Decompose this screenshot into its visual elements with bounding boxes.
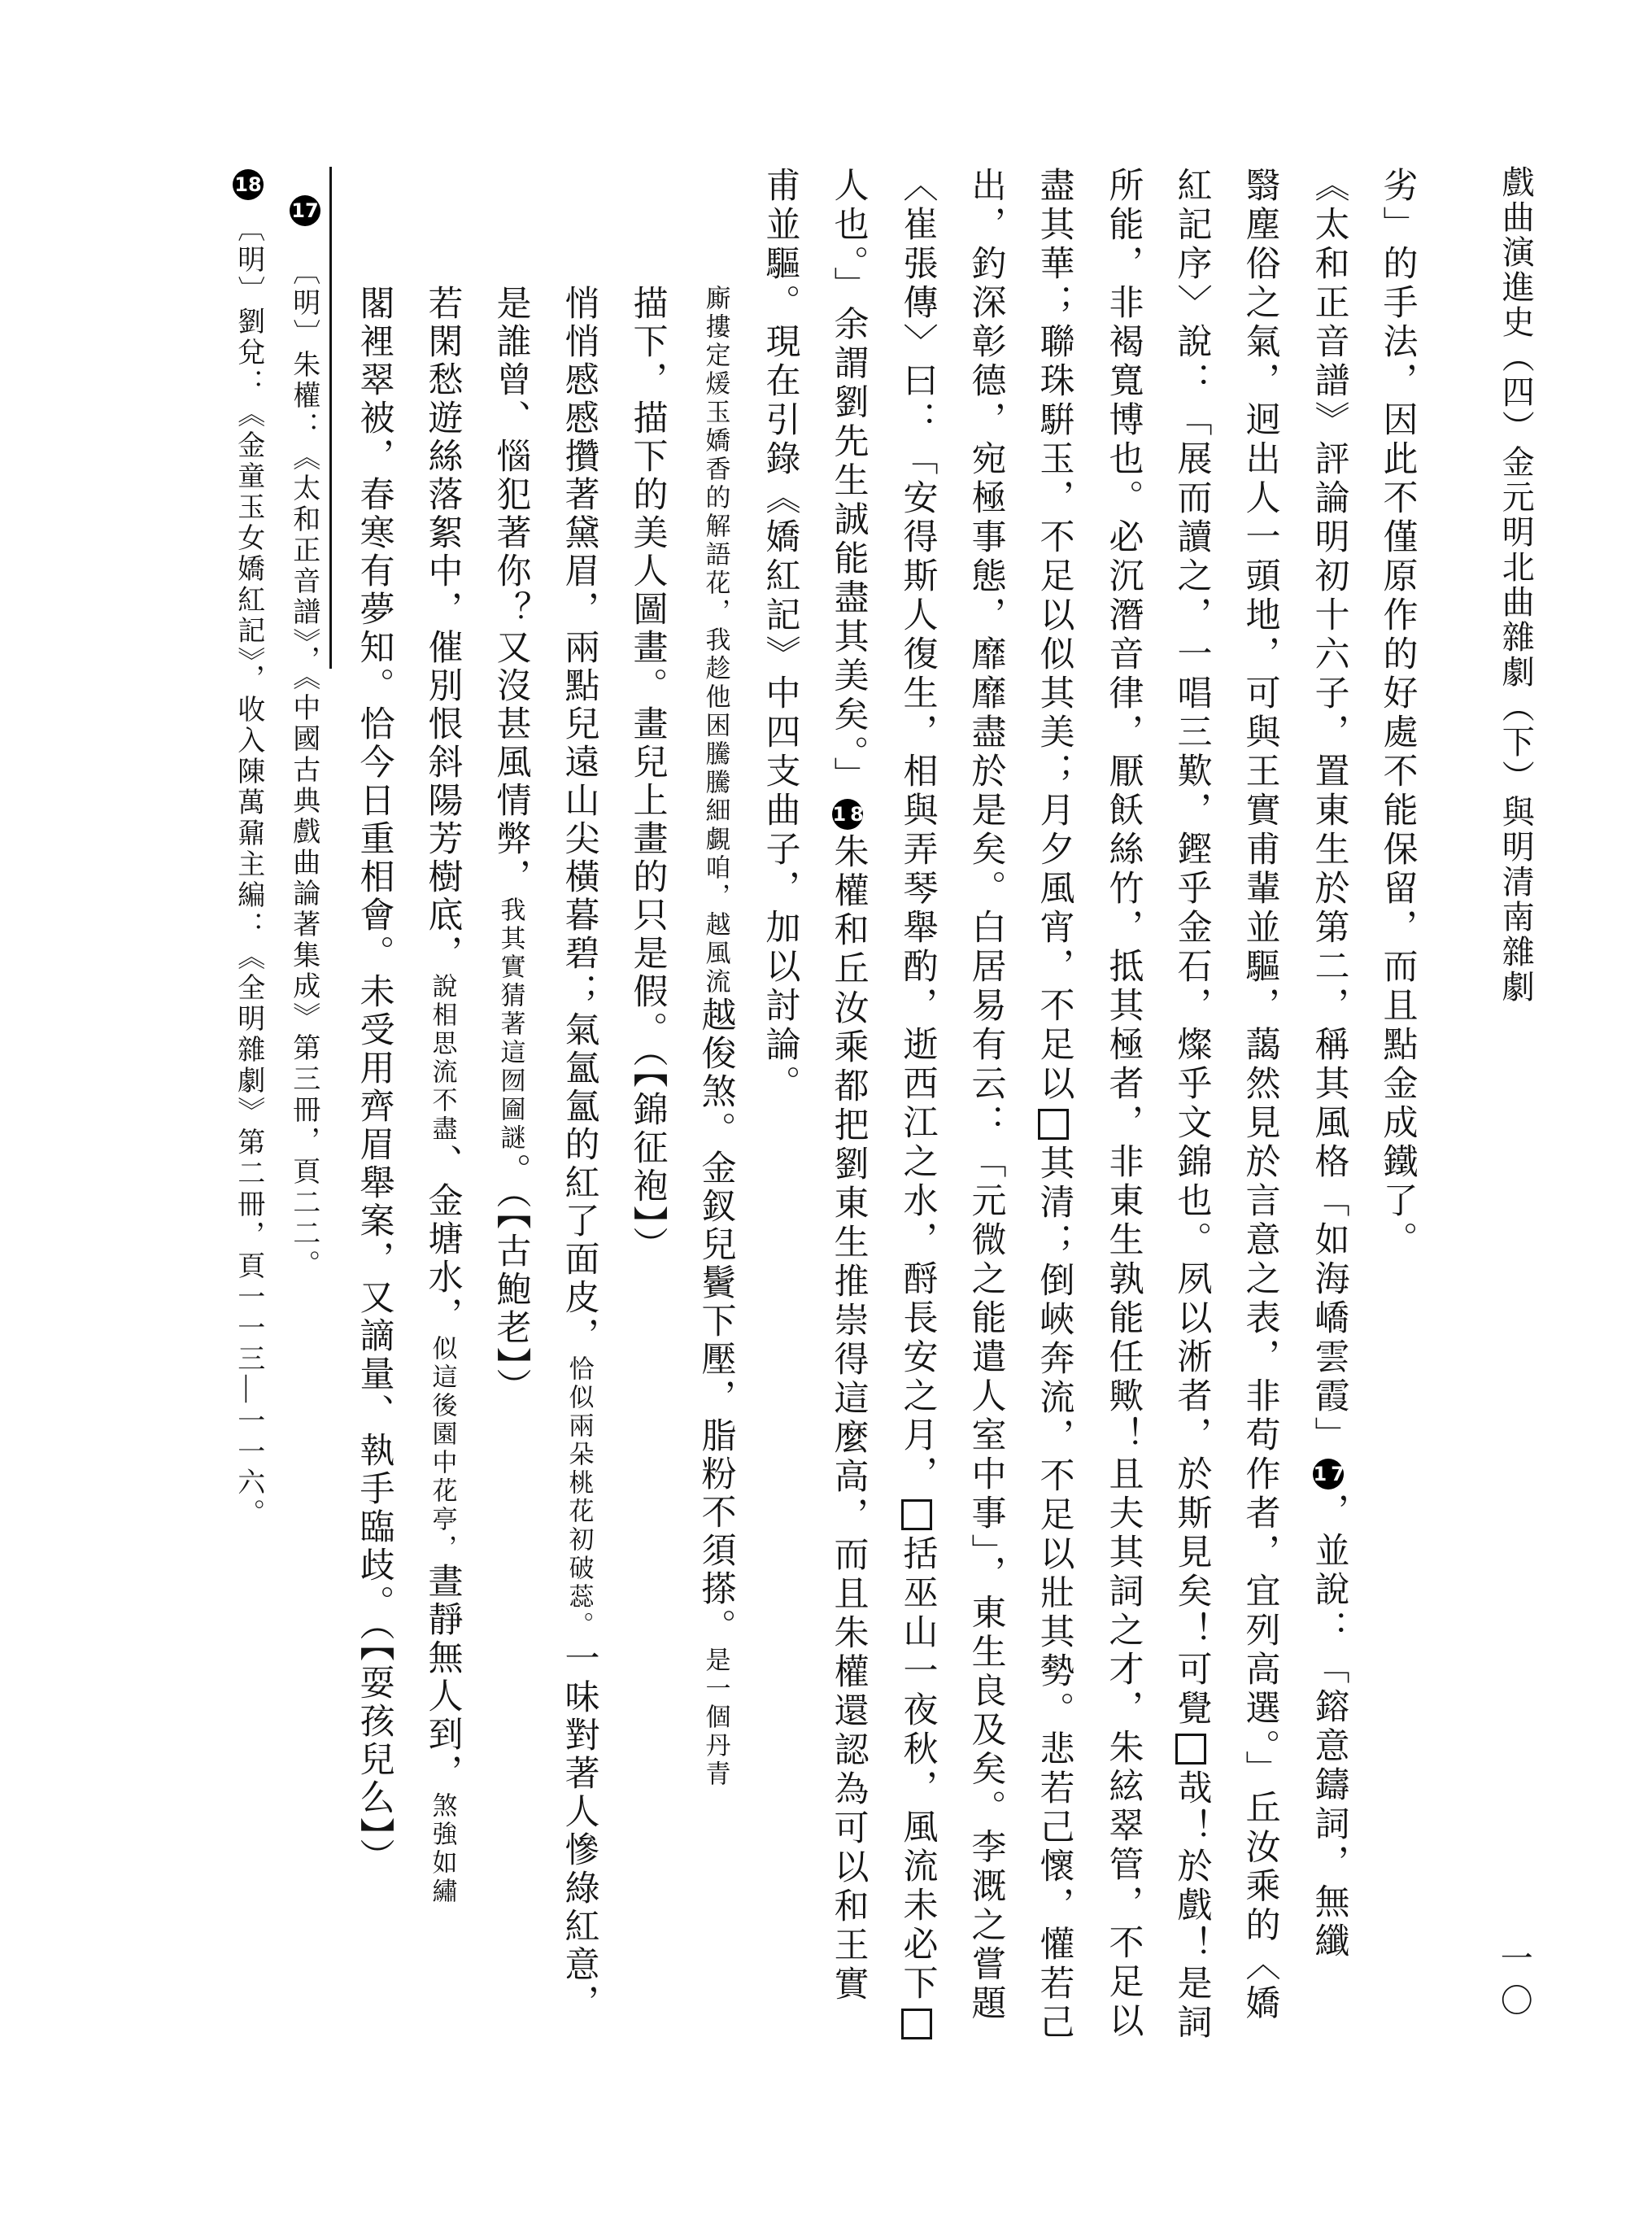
quote-col-1 <box>696 285 734 1789</box>
text-run: 若閑愁遊絲落絮中，催別恨斜陽芳樹底， <box>423 285 462 973</box>
body-col-5 <box>1104 167 1141 2041</box>
footnote-divider-rule <box>329 167 332 669</box>
page-number <box>1497 1941 1532 2026</box>
text-run: 紅記序〉說：「展而讀之，一唱三歎，鏗乎金石，燦乎文錦也。夙以淅者，於斯見矣！可覺 <box>1172 167 1211 1729</box>
missing-character-box <box>901 1499 932 1530</box>
body-col-10 <box>761 167 798 1104</box>
running-head <box>1498 165 1533 1005</box>
body-col-1 <box>1378 167 1415 1260</box>
missing-character-box <box>901 2009 932 2039</box>
small-text-run: 似這後園中花亭， <box>428 1335 457 1563</box>
text-run: 戲曲演進史（四）金元明北曲雜劇（下）與明清南雜劇 <box>1497 165 1535 1005</box>
body-col-7 <box>966 167 1004 2024</box>
text-run: 、金塘水， <box>423 1144 462 1335</box>
small-text-run: 煞強如繡 <box>428 1792 457 1906</box>
quote-col-4 <box>491 285 529 1407</box>
small-text-run: 說相思流不盡 <box>428 973 457 1144</box>
quote-col-6 <box>355 285 392 1877</box>
text-run: 其清；倒峽奔流，不足以壯其勢。悲若己懷，懽若己 <box>1035 1145 1074 2043</box>
footnote-17-text <box>288 257 318 1280</box>
text-run: 。（【古鮑老】） <box>491 1153 530 1407</box>
text-run: 劣」的手法，因此不僅原作的好處不能保留，而且點金成鐵了。 <box>1378 167 1417 1260</box>
body-col-4 <box>1172 167 1210 2043</box>
text-run: 哉！於戲！是詞 <box>1172 1769 1211 2043</box>
footnote-18-text <box>233 214 263 1529</box>
text-run: 翳塵俗之氣，迥出人一頭地，可與王實甫輩並驅，藹然見於言意之表，非苟作者，宜列高選。」丘汝乘的〈嬌 <box>1240 167 1279 2024</box>
text-run: 《太和正音譜》評論明初十六子，置東生於第二，稱其風格「如海嶠雲霞」 <box>1310 167 1349 1455</box>
small-text-run: 廝摟定煖玉嬌香的解語花，我趁他困騰騰細覷咱，越風流 <box>701 285 730 997</box>
text-run: 〈崔張傳〉曰：「安得斯人復生，相與弄琴舉酌，逝西江之水，酹長安之月， <box>898 167 937 1494</box>
small-text-run: 恰似兩朵桃花初破蕊。 <box>564 1355 594 1640</box>
text-run: 所能，非褐寬博也。必沉潛音律，厭飫絲竹，抵其極者，非東生孰能任歟！且夫其詞之才，朱絃翠管，不足以 <box>1104 167 1143 2041</box>
text-run: 盡其華；聯珠騈玉，不足以似其美；月夕風宵，不足以 <box>1035 167 1074 1104</box>
text-run: 〔明〕朱權：《太和正音譜》，《中國古典戲曲論著集成》第三冊，頁二二。 <box>288 257 319 1280</box>
text-run: 晝靜無人到， <box>423 1563 462 1792</box>
body-col-9 <box>829 167 866 2004</box>
text-run: 甫並驅。現在引錄《嬌紅記》中四支曲子，加以討論。 <box>761 167 800 1104</box>
text-run: 〔明〕劉兌：《金童玉女嬌紅記》，收入陳萬鼐主編：《全明雜劇》第二冊，頁一一三—一一六。 <box>233 214 264 1529</box>
footnote-18-marker-icon: 18 <box>233 169 264 200</box>
text-run: 朱權和丘汝乘都把劉東生推崇得這麼高，而且朱權還認為可以和王實 <box>829 833 868 2004</box>
body-col-2 <box>1310 167 1347 1961</box>
footnote-17-marker-icon: 17 <box>290 195 320 226</box>
text-run: 括巫山一夜秋，風流未必下 <box>898 1535 937 2004</box>
body-col-8 <box>898 167 935 2044</box>
text-run: 越俊煞。金釵兒鬢下壓，脂粉不須搽。 <box>696 997 735 1647</box>
quote-col-5 <box>423 285 460 1906</box>
footnote-reference-18-icon: 18 <box>832 799 863 830</box>
text-run: 人也。」余謂劉先生誠能盡其美矣。」 <box>829 167 868 796</box>
missing-character-box <box>1175 1734 1206 1764</box>
quote-col-2 <box>628 285 665 1265</box>
text-run: 悄悄慼慼攢著黛眉，兩點兒遠山尖橫暮碧；氣氳氳的紅了面皮， <box>560 285 599 1355</box>
text-run: 一〇 <box>1496 1941 1533 2026</box>
small-text-run: 我其實猜著這囫圇謎 <box>496 896 525 1153</box>
body-col-3 <box>1240 167 1278 2024</box>
text-run: ，並說：「鎔意鑄詞，無纖 <box>1310 1493 1349 1961</box>
body-col-6 <box>1035 167 1072 2043</box>
text-run: 出，釣深彰德，宛極事態，靡靡盡於是矣。白居易有云：「元微之能遣人室中事」，東生良及矣。李溉之嘗題 <box>966 167 1005 2024</box>
quote-col-3 <box>560 285 597 2022</box>
text-run: 閣裡翠被，春寒有夢知。恰今日重相會。未受用齊眉舉案，又謫量、執手臨歧。（【耍孩兒么】） <box>355 285 394 1877</box>
small-text-run: 是一個丹青 <box>701 1647 730 1789</box>
missing-character-box <box>1038 1109 1069 1140</box>
footnote-reference-17-icon: 17 <box>1313 1459 1344 1490</box>
text-run: 描下，描下的美人圖畫。畫兒上畫的只是假。（【錦征袍】） <box>628 285 667 1265</box>
text-run: 一味對著人慘綠紅意， <box>560 1640 599 2022</box>
text-run: 是誰曾、惱犯著你？又沒甚風情弊， <box>491 285 530 896</box>
